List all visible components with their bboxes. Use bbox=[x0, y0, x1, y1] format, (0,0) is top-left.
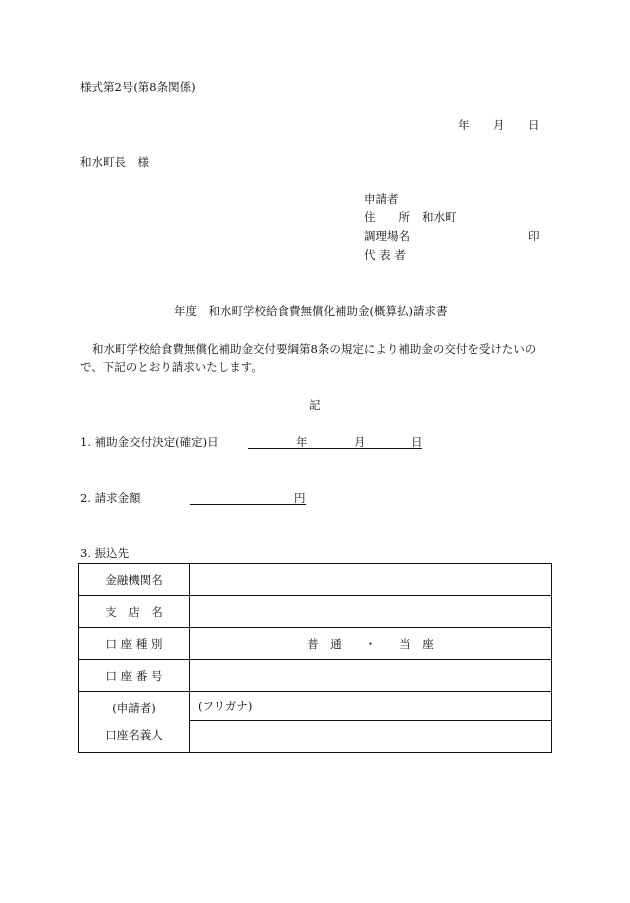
bank-name-label: 金融機関名 bbox=[79, 564, 190, 596]
address-label: 住 所 bbox=[364, 210, 410, 224]
table-row bbox=[79, 564, 552, 596]
item2-underline bbox=[190, 504, 306, 505]
table-row bbox=[79, 660, 552, 692]
bank-name-field[interactable] bbox=[190, 564, 552, 596]
body-line-2: で、下記のとおり請求いたします。 bbox=[80, 360, 263, 374]
item1-label: 1. 補助金交付決定(確定)日 bbox=[80, 435, 219, 449]
seal-mark: 印 bbox=[528, 229, 540, 243]
table-row bbox=[79, 628, 552, 660]
holder-label-name: 口座名義人 bbox=[105, 728, 163, 742]
item2-unit: 円 bbox=[294, 491, 306, 505]
furigana-field[interactable] bbox=[190, 692, 552, 721]
branch-label: 支 店 名 bbox=[79, 596, 190, 628]
document-title: 年度 和水町学校給食費無償化補助金(概算払)請求書 bbox=[174, 304, 448, 318]
account-number-label: 口 座 番 号 bbox=[79, 660, 190, 692]
branch-field[interactable] bbox=[190, 596, 552, 628]
item1-month: 月 bbox=[354, 435, 366, 449]
form-number: 様式第2号(第8条関係) bbox=[80, 80, 196, 94]
account-type-value[interactable]: 普 通 ・ 当 座 bbox=[190, 628, 552, 660]
furigana-label: (フリガナ) bbox=[198, 699, 253, 713]
facility-label: 調理場名 bbox=[364, 229, 410, 243]
address-value: 和水町 bbox=[422, 210, 457, 224]
table-row bbox=[79, 596, 552, 628]
item1-day: 日 bbox=[411, 435, 423, 449]
date-year: 年 bbox=[458, 118, 470, 132]
date-day: 日 bbox=[528, 118, 540, 132]
applicant-heading: 申請者 bbox=[364, 192, 399, 206]
table-row bbox=[79, 692, 552, 721]
holder-label-applicant: (申請者) bbox=[112, 700, 156, 715]
item2-label: 2. 請求金額 bbox=[80, 491, 141, 505]
addressee: 和水町長 様 bbox=[80, 155, 149, 169]
account-number-field[interactable] bbox=[190, 660, 552, 692]
date-month: 月 bbox=[493, 118, 505, 132]
item1-underline bbox=[248, 448, 422, 449]
account-holder-name-field[interactable] bbox=[190, 721, 552, 753]
item3-label: 3. 振込先 bbox=[80, 546, 130, 560]
body-line-1: 和水町学校給食費無償化補助金交付要綱第8条の規定により補助金の交付を受けたいの bbox=[92, 342, 537, 356]
account-type-label: 口 座 種 別 bbox=[79, 628, 190, 660]
ki-heading: 記 bbox=[309, 398, 321, 412]
representative-label: 代 表 者 bbox=[364, 248, 406, 262]
bank-table bbox=[78, 563, 552, 753]
item1-year: 年 bbox=[296, 435, 308, 449]
account-holder-label bbox=[79, 692, 190, 753]
